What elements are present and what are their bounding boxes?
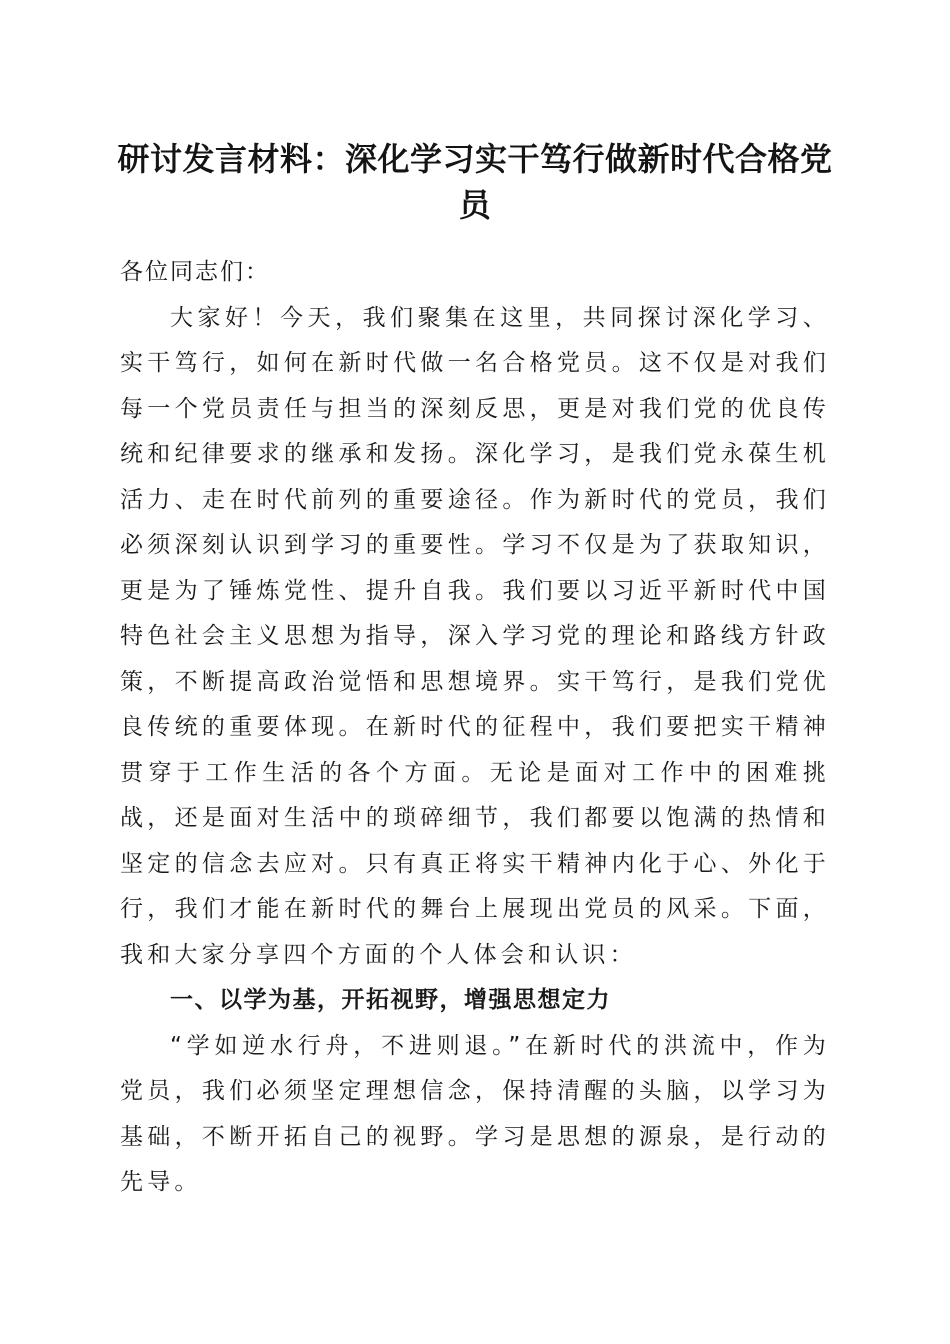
document-body — [120, 250, 830, 1206]
section-1-paragraph: “学如逆水行舟，不进则退。”在新时代的洪流中，作为党员，我们必须坚定理想信念，保持清醒的头脑，以学习为基础，不断开拓自己的视野。学习是思想的源泉，是行动的先导。 — [120, 1032, 830, 1195]
document-title: 研讨发言材料：深化学习实干笃行做新时代合格党员 — [117, 140, 833, 224]
section-heading-1: 一、以学为基，开拓视野，增强思想定力 — [170, 987, 611, 1013]
intro-paragraph: 大家好！今天，我们聚集在这里，共同探讨深化学习、实干笃行，如何在新时代做一名合格党员。这不仅是对我们每一个党员责任与担当的深刻反思，更是对我们党的优良传统和纪律要求的继承和发扬。深化学习，是我们党永葆生机活力、走在时代前列的重要途径。作为新时代的党员，我们必须深刻认识到学习的重要性。学习不仅是为了获取知识，更是为了锤炼党性、提升自我。我们要以习近平新时代中国特色社会主义思想为指导，深入学习党的理论和路线方针政策，不断提高政治觉悟和思想境界。实干笃行，是我们党优良传统的重要体现。在新时代的征程中，我们要把实干精神贯穿于工作生活的各个方面。无论是面对工作中的困难挑战，还是面对生活中的琐碎细节，我们都要以饱满的热情和坚定的信念去应对。只有真正将实干精神内化于心、外化于行，我们才能在新时代的舞台上展现出党员的风采。下面，我和大家分享四个方面的个人体会和认识： — [120, 304, 830, 968]
salutation: 各位同志们： — [120, 259, 270, 285]
